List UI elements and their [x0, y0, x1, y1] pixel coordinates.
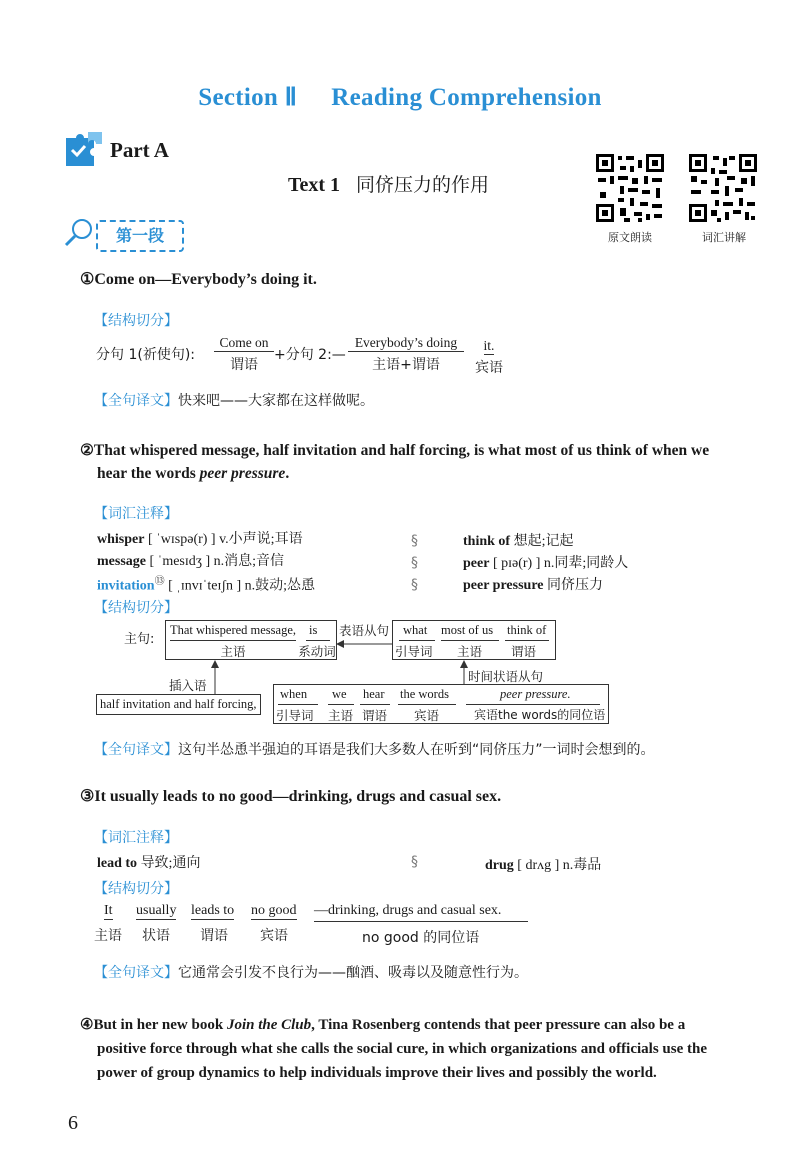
main-clause-label: 主句:	[124, 632, 155, 647]
text-title	[288, 170, 489, 197]
b4-r3: 谓语	[362, 708, 388, 723]
vocab-peer: peer [ pɪə(r) ] n.同辈;同龄人	[463, 556, 629, 571]
section-title: Reading Comprehension	[331, 84, 602, 111]
section-heading	[0, 82, 800, 112]
b2-r3: 谓语	[511, 644, 537, 659]
s3-w1: It	[104, 903, 113, 918]
b1-r2: 系动词	[298, 644, 336, 659]
section-label: Section Ⅱ	[198, 84, 298, 111]
s3-r2: 状语	[142, 928, 170, 944]
vocab-peer-pressure: peer pressure 同侪压力	[463, 578, 603, 593]
sentence-4-line2: positive force through what she calls the social cure, in which organizations and officials use the	[97, 1041, 708, 1057]
b4-w3: hear	[363, 687, 385, 701]
predicative-clause-box	[392, 620, 556, 660]
clause2-analysis	[348, 335, 464, 374]
divider-wave-2: §	[411, 854, 418, 870]
s3-r5: no good 的同位语	[362, 930, 480, 946]
sentence-3: ③It usually leads to no good—drinking, drugs and casual sex.	[80, 788, 502, 805]
b2-r2: 主语	[457, 644, 483, 659]
main-clause-box	[165, 620, 337, 660]
s3-w3: leads to	[191, 903, 235, 918]
paragraph-tag: 第一段	[96, 220, 184, 252]
magnifier-icon	[62, 217, 96, 253]
b2-w3: think of	[507, 623, 547, 637]
frequency-mark: ⑬	[154, 576, 165, 587]
b4-w4: the words	[400, 687, 449, 701]
puzzle-icon	[62, 130, 106, 166]
clause1-word: Come on	[214, 335, 274, 352]
qr-code-reading[interactable]	[594, 152, 666, 224]
b2-r1: 引导词	[395, 644, 433, 659]
clause3-analysis	[472, 335, 506, 377]
sentence-2-line1: ②That whispered message, half invitation and half forcing, is what most of us think of when we	[80, 442, 710, 459]
b4-w5: peer pressure.	[500, 687, 571, 701]
s3-r3: 谓语	[200, 928, 228, 944]
b1-w2: is	[309, 623, 318, 637]
s3-w2: usually	[136, 903, 177, 918]
page-number: 6	[68, 1112, 78, 1134]
s3-r1: 主语	[94, 928, 122, 944]
clause2-role: 主语+谓语	[372, 357, 440, 373]
s2-line2-post: .	[285, 465, 290, 482]
b2-w1: what	[403, 623, 428, 637]
struct-tag-3: 【结构切分】	[94, 881, 178, 897]
b2-w2: most of us	[441, 623, 494, 637]
s3-w4: no good	[251, 903, 297, 918]
translation-2	[94, 739, 655, 759]
s2-line2-italic: peer pressure	[199, 465, 286, 482]
b4-w1: when	[280, 687, 308, 701]
divider-wave: § § §	[411, 533, 418, 593]
text-title-cn: 同侪压力的作用	[356, 174, 490, 196]
trans-tag-2: 【全句译文】	[94, 742, 178, 758]
clause3-word: it.	[483, 338, 495, 353]
parenthesis-label: 插入语	[169, 678, 207, 693]
trans-text-3: 它通常会引发不良行为——酗酒、吸毒以及随意性行为。	[178, 965, 528, 981]
qr-code-vocabulary[interactable]	[687, 152, 759, 224]
book-title: Join the Club	[226, 1017, 312, 1033]
trans-text-1: 快来吧——大家都在这样做呢。	[178, 393, 374, 409]
predicative-clause-label: 表语从句	[339, 623, 390, 638]
b1-w1: That whispered message,	[170, 623, 297, 637]
vocab-drug: drug [ drʌg ] n.毒品	[485, 858, 602, 873]
time-clause-label: 时间状语从句	[468, 669, 544, 684]
trans-tag-1: 【全句译文】	[94, 393, 178, 409]
translation-3	[94, 962, 528, 982]
s3-analysis	[94, 903, 544, 949]
clause1-analysis	[214, 335, 274, 374]
b4-r5: 宾语the words的同位语	[474, 708, 606, 722]
sentence-1: ①Come on—Everybody’s doing it.	[80, 271, 317, 288]
b4-r2: 主语	[328, 708, 354, 723]
b4-w2: we	[332, 687, 347, 701]
s3-r4: 宾语	[260, 928, 288, 944]
b4-r1: 引导词	[276, 708, 314, 723]
vocab-lead-to: lead to 导致;通向	[97, 856, 201, 871]
sentence-4-line1: ④But in her new book Join the Club, Tina Rosenberg contends that peer pressure can also be a	[80, 1017, 686, 1033]
trans-text-2: 这句半怂恿半强迫的耳语是我们大多数人在听到“同侪压力”一词时会想到的。	[178, 742, 655, 758]
s3-w5: —drinking, drugs and casual sex.	[314, 903, 502, 918]
clause3-role: 宾语	[475, 360, 503, 376]
text-number: Text 1	[288, 174, 341, 196]
b4-r4: 宾语	[414, 708, 440, 723]
time-clause-box	[273, 684, 609, 724]
vocab-message: message [ ˈmesɪdʒ ] n.消息;音信	[97, 554, 285, 569]
translation-1	[94, 390, 374, 410]
b1-r1: 主语	[220, 644, 246, 659]
qr-caption-vocabulary: 词汇讲解	[702, 231, 746, 244]
vocab-think-of: think of 想起;记起	[463, 534, 574, 549]
clause1-role: 谓语	[230, 357, 258, 373]
struct-tag-2: 【结构切分】	[94, 600, 178, 616]
clause2-word: Everybody’s doing	[348, 335, 464, 352]
sentence-2-line2	[97, 462, 289, 486]
vocab-invitation: invitation⑬ [ ˌɪnvɪˈteɪʃn ] n.鼓动;怂恿	[97, 576, 316, 594]
vocab-whisper: whisper [ ˈwɪspə(r) ] v.小声说;耳语	[97, 532, 303, 547]
trans-tag-3: 【全句译文】	[94, 965, 178, 981]
qr-caption-reading: 原文朗读	[608, 231, 652, 244]
s2-line2-pre: hear the words	[97, 465, 200, 482]
sentence-4-line3: power of group dynamics to help individuals improve their lives and possibly the world.	[97, 1065, 657, 1081]
vocab-tag-3: 【词汇注释】	[94, 830, 178, 846]
vocab-tag-2: 【词汇注释】	[94, 506, 178, 522]
clause1-prefix: 分句 1(祈使句):	[96, 347, 195, 363]
parenthesis-box: half invitation and half forcing,	[96, 694, 261, 715]
struct-tag-1: 【结构切分】	[94, 313, 178, 329]
part-heading: Part A	[110, 138, 169, 162]
clause2-prefix: +分句 2:—	[274, 347, 346, 363]
